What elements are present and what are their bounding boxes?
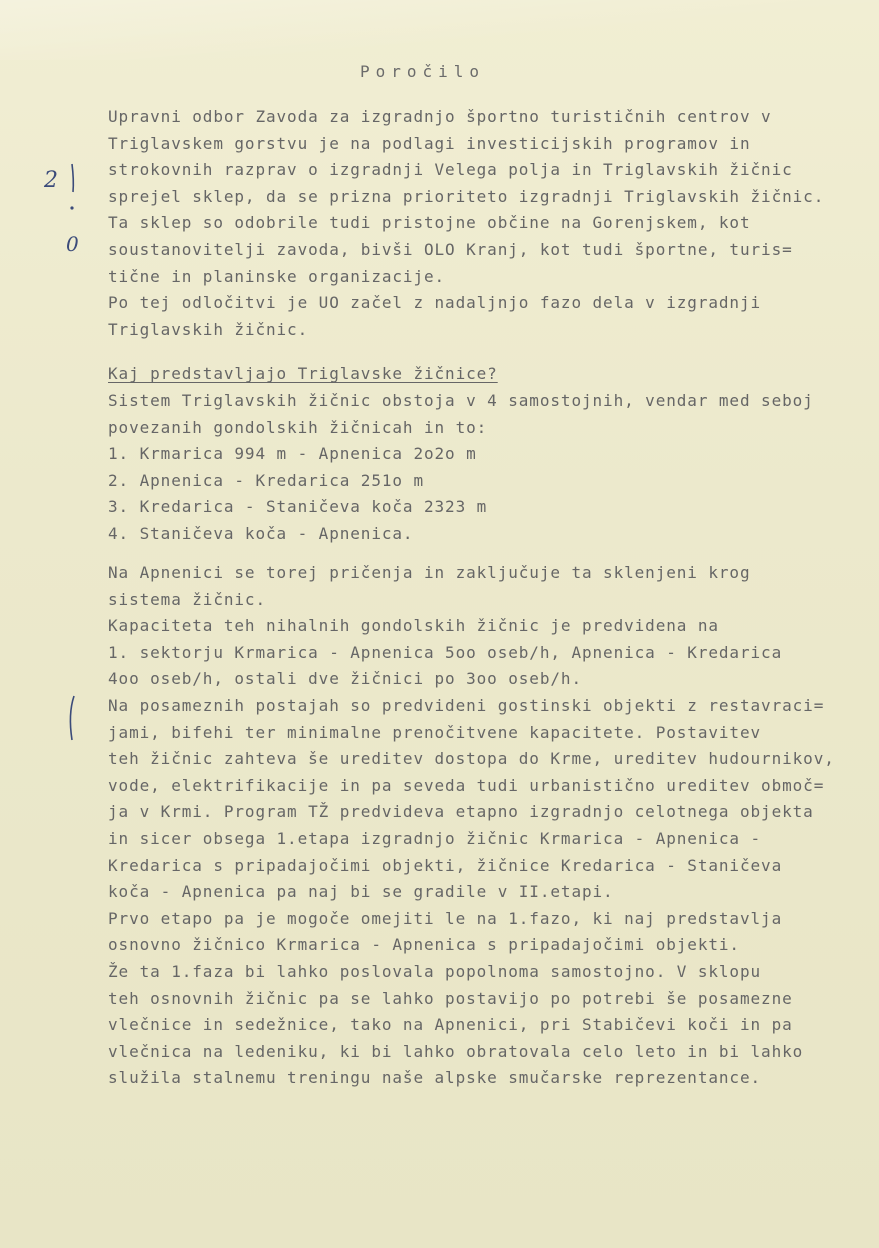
text-line: jami, bifehi ter minimalne prenočitvene kapacitete. Postavitev bbox=[108, 722, 762, 742]
text-line: vlečnica na ledeniku, ki bi lahko obratovala celo leto in bi lahko bbox=[108, 1041, 804, 1061]
text-line: Po tej odločitvi je UO začel z nadaljnjo fazo dela v izgradnji bbox=[108, 293, 762, 313]
margin-mark-vertical-icon bbox=[64, 160, 84, 220]
text-line: koča - Apnenica pa naj bi se gradile v II.etapi. bbox=[108, 882, 614, 902]
text-line: Triglavskih žičnic. bbox=[108, 319, 309, 339]
text-line: teh žičnic zahteva še ureditev dostopa do Krme, ureditev hudournikov, bbox=[108, 749, 835, 769]
text-line: vlečnice in sedežnice, tako na Apnenici, pri Stabičevi koči in pa bbox=[108, 1015, 793, 1035]
section-heading-block bbox=[108, 361, 498, 388]
margin-note-top: 2 bbox=[44, 168, 58, 193]
text-line: strokovnih razprav o izgradnji Velega polja in Triglavskih žičnic bbox=[108, 160, 793, 180]
document-title: Poročilo bbox=[360, 62, 486, 81]
text-line: ja v Krmi. Program TŽ predvideva etapno izgradnjo celotnega objekta bbox=[108, 802, 814, 822]
text-line: osnovno žičnico Krmarica - Apnenica s pripadajočimi objekti. bbox=[108, 935, 740, 955]
text-line: sprejel sklep, da se prizna prioriteto izgradnji Triglavskih žičnic. bbox=[108, 186, 825, 206]
text-line: Na posameznih postajah so predvideni gostinski objekti z restavraci= bbox=[108, 695, 825, 715]
list-item: 2. Apnenica - Kredarica 251o m bbox=[108, 470, 424, 490]
margin-note-mid: 0 bbox=[66, 232, 79, 256]
text-line: povezanih gondolskih žičnicah in to: bbox=[108, 417, 488, 437]
text-line: 1. sektorju Krmarica - Apnenica 5oo oseb/h, Apnenica - Kredarica bbox=[108, 642, 783, 662]
text-line: vode, elektrifikacije in pa seveda tudi urbanistično ureditev območ= bbox=[108, 775, 825, 795]
paper-fold-shading bbox=[0, 0, 879, 60]
paragraph-system bbox=[108, 388, 814, 548]
text-line: služila stalnemu treningu naše alpske smučarske reprezentance. bbox=[108, 1068, 762, 1088]
text-line: teh osnovnih žičnic pa se lahko postavijo po potrebi še posamezne bbox=[108, 988, 793, 1008]
text-line: Ta sklep so odobrile tudi pristojne občine na Gorenjskem, kot bbox=[108, 213, 751, 233]
paragraph-intro bbox=[108, 104, 824, 343]
text-line: Triglavskem gorstvu je na podlagi investicijskih programov in bbox=[108, 133, 751, 153]
text-line: Kapaciteta teh nihalnih gondolskih žičnic je predvidena na bbox=[108, 616, 719, 636]
list-item: 4. Staničeva koča - Apnenica. bbox=[108, 523, 414, 543]
text-line: 4oo oseb/h, ostali dve žičnici po 3oo oseb/h. bbox=[108, 669, 582, 689]
margin-bracket-icon bbox=[62, 694, 82, 744]
text-line: sistema žičnic. bbox=[108, 589, 266, 609]
list-item: 3. Kredarica - Staničeva koča 2323 m bbox=[108, 497, 488, 517]
text-line: Prvo etapo pa je mogoče omejiti le na 1.fazo, ki naj predstavlja bbox=[108, 908, 783, 928]
list-item: 1. Krmarica 994 m - Apnenica 2o2o m bbox=[108, 444, 477, 464]
text-line: Že ta 1.faza bi lahko poslovala popolnoma samostojno. V sklopu bbox=[108, 961, 762, 981]
text-line: Upravni odbor Zavoda za izgradnjo športno turističnih centrov v bbox=[108, 107, 772, 126]
text-line: Na Apnenici se torej pričenja in zaključuje ta sklenjeni krog bbox=[108, 563, 751, 582]
text-line: Kredarica s pripadajočimi objekti, žičnice Kredarica - Staničeva bbox=[108, 855, 783, 875]
paragraph-details bbox=[108, 560, 835, 1092]
text-line: Sistem Triglavskih žičnic obstoja v 4 samostojnih, vendar med seboj bbox=[108, 391, 814, 410]
section-heading: Kaj predstavljajo Triglavske žičnice? bbox=[108, 364, 498, 383]
text-line: in sicer obsega 1.etapa izgradnjo žičnic Krmarica - Apnenica - bbox=[108, 828, 762, 848]
text-line: soustanovitelji zavoda, bivši OLO Kranj, kot tudi športne, turis= bbox=[108, 239, 793, 259]
text-line: tične in planinske organizacije. bbox=[108, 266, 446, 286]
